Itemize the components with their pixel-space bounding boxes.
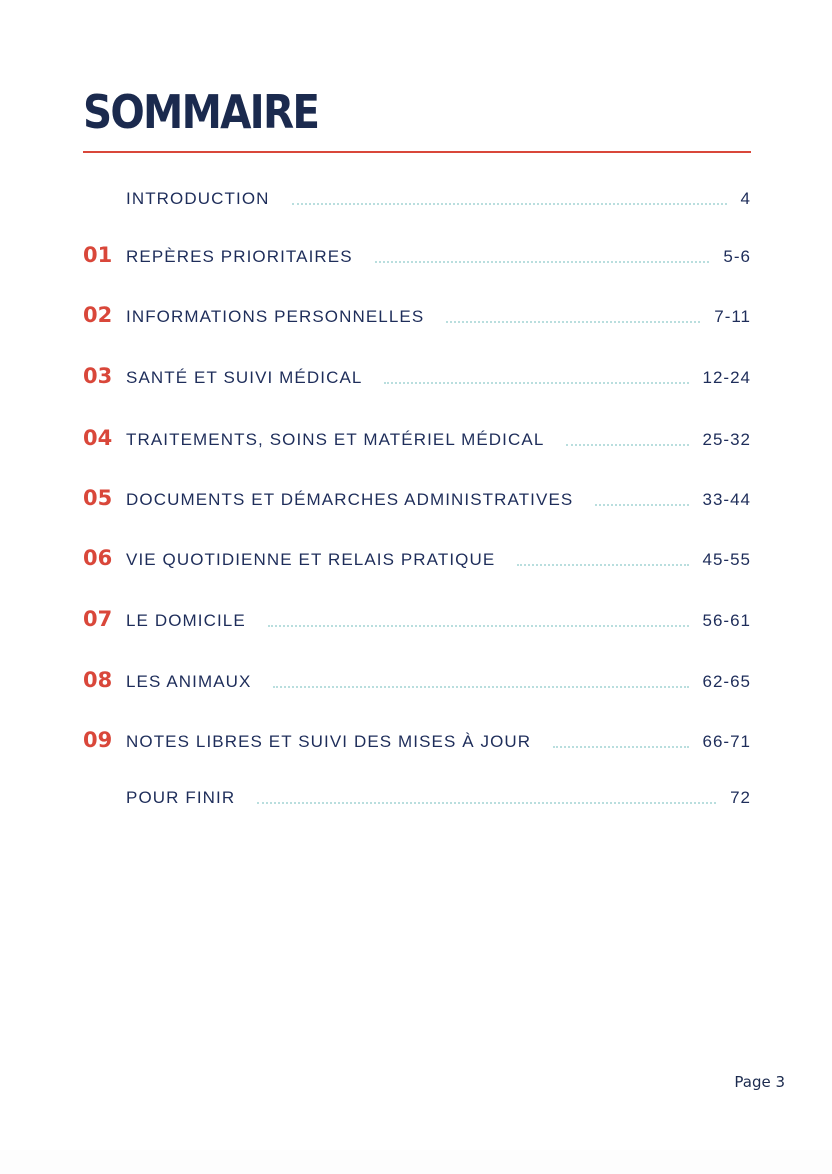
page-title: SOMMAIRE <box>83 85 319 139</box>
toc-row-09[interactable] <box>83 727 751 757</box>
toc-chapter-title: LE DOMICILE <box>126 611 246 630</box>
toc-chapter-title: VIE QUOTIDIENNE ET RELAIS PRATIQUE <box>126 550 496 569</box>
toc-page-range: 12-24 <box>702 368 751 387</box>
toc-row-pour-finir[interactable] <box>83 783 751 813</box>
toc-dot-leader <box>375 261 709 263</box>
toc-row-04[interactable] <box>83 425 751 455</box>
toc-chapter-title: SANTÉ ET SUIVI MÉDICAL <box>126 368 363 387</box>
toc-chapter-title: TRAITEMENTS, SOINS ET MATÉRIEL MÉDICAL <box>126 430 545 449</box>
page-number: Page 3 <box>734 1073 785 1091</box>
toc-row-02[interactable] <box>83 302 751 332</box>
page-bottom-edge <box>0 1150 832 1174</box>
toc-chapter-title: INFORMATIONS PERSONNELLES <box>126 307 425 326</box>
toc-dot-leader <box>268 625 689 627</box>
toc-chapter-number: 08 <box>83 668 113 692</box>
toc-page-range: 25-32 <box>702 430 751 449</box>
toc-row-01[interactable] <box>83 242 751 272</box>
toc-dot-leader <box>257 802 716 804</box>
toc-row-08[interactable] <box>83 667 751 697</box>
toc-chapter-title: POUR FINIR <box>126 788 236 807</box>
toc-dot-leader <box>566 444 689 446</box>
toc-chapter-number: 01 <box>83 243 113 267</box>
toc-chapter-title: LES ANIMAUX <box>126 672 252 691</box>
toc-page-range: 33-44 <box>702 490 751 509</box>
toc-page-range: 4 <box>740 189 751 208</box>
toc-chapter-title: DOCUMENTS ET DÉMARCHES ADMINISTRATIVES <box>126 490 574 509</box>
toc-page-range: 72 <box>730 788 751 807</box>
toc-chapter-title: REPÈRES PRIORITAIRES <box>126 247 353 266</box>
toc-page-range: 45-55 <box>702 550 751 569</box>
toc-dot-leader <box>292 203 727 205</box>
title-underline <box>83 151 751 153</box>
toc-chapter-number: 05 <box>83 486 113 510</box>
toc-row-introduction[interactable] <box>83 184 751 214</box>
toc-chapter-number: 09 <box>83 728 113 752</box>
toc-row-03[interactable] <box>83 363 751 393</box>
toc-dot-leader <box>595 504 689 506</box>
toc-chapter-title: INTRODUCTION <box>126 189 270 208</box>
toc-dot-leader <box>517 564 689 566</box>
toc-page-range: 7-11 <box>714 307 751 326</box>
toc-dot-leader <box>446 321 700 323</box>
toc-row-07[interactable] <box>83 606 751 636</box>
toc-dot-leader <box>273 686 689 688</box>
toc-page-range: 66-71 <box>702 732 751 751</box>
toc-row-06[interactable] <box>83 545 751 575</box>
toc-dot-leader <box>553 746 689 748</box>
toc-page-range: 5-6 <box>723 247 751 266</box>
toc-chapter-number: 06 <box>83 546 113 570</box>
toc-chapter-number: 03 <box>83 364 113 388</box>
toc-row-05[interactable] <box>83 485 751 515</box>
toc-chapter-title: NOTES LIBRES ET SUIVI DES MISES À JOUR <box>126 732 532 751</box>
toc-chapter-number: 02 <box>83 303 113 327</box>
toc-page-range: 56-61 <box>702 611 751 630</box>
toc-chapter-number: 07 <box>83 607 113 631</box>
toc-chapter-number: 04 <box>83 426 113 450</box>
toc-dot-leader <box>384 382 689 384</box>
toc-page-range: 62-65 <box>702 672 751 691</box>
